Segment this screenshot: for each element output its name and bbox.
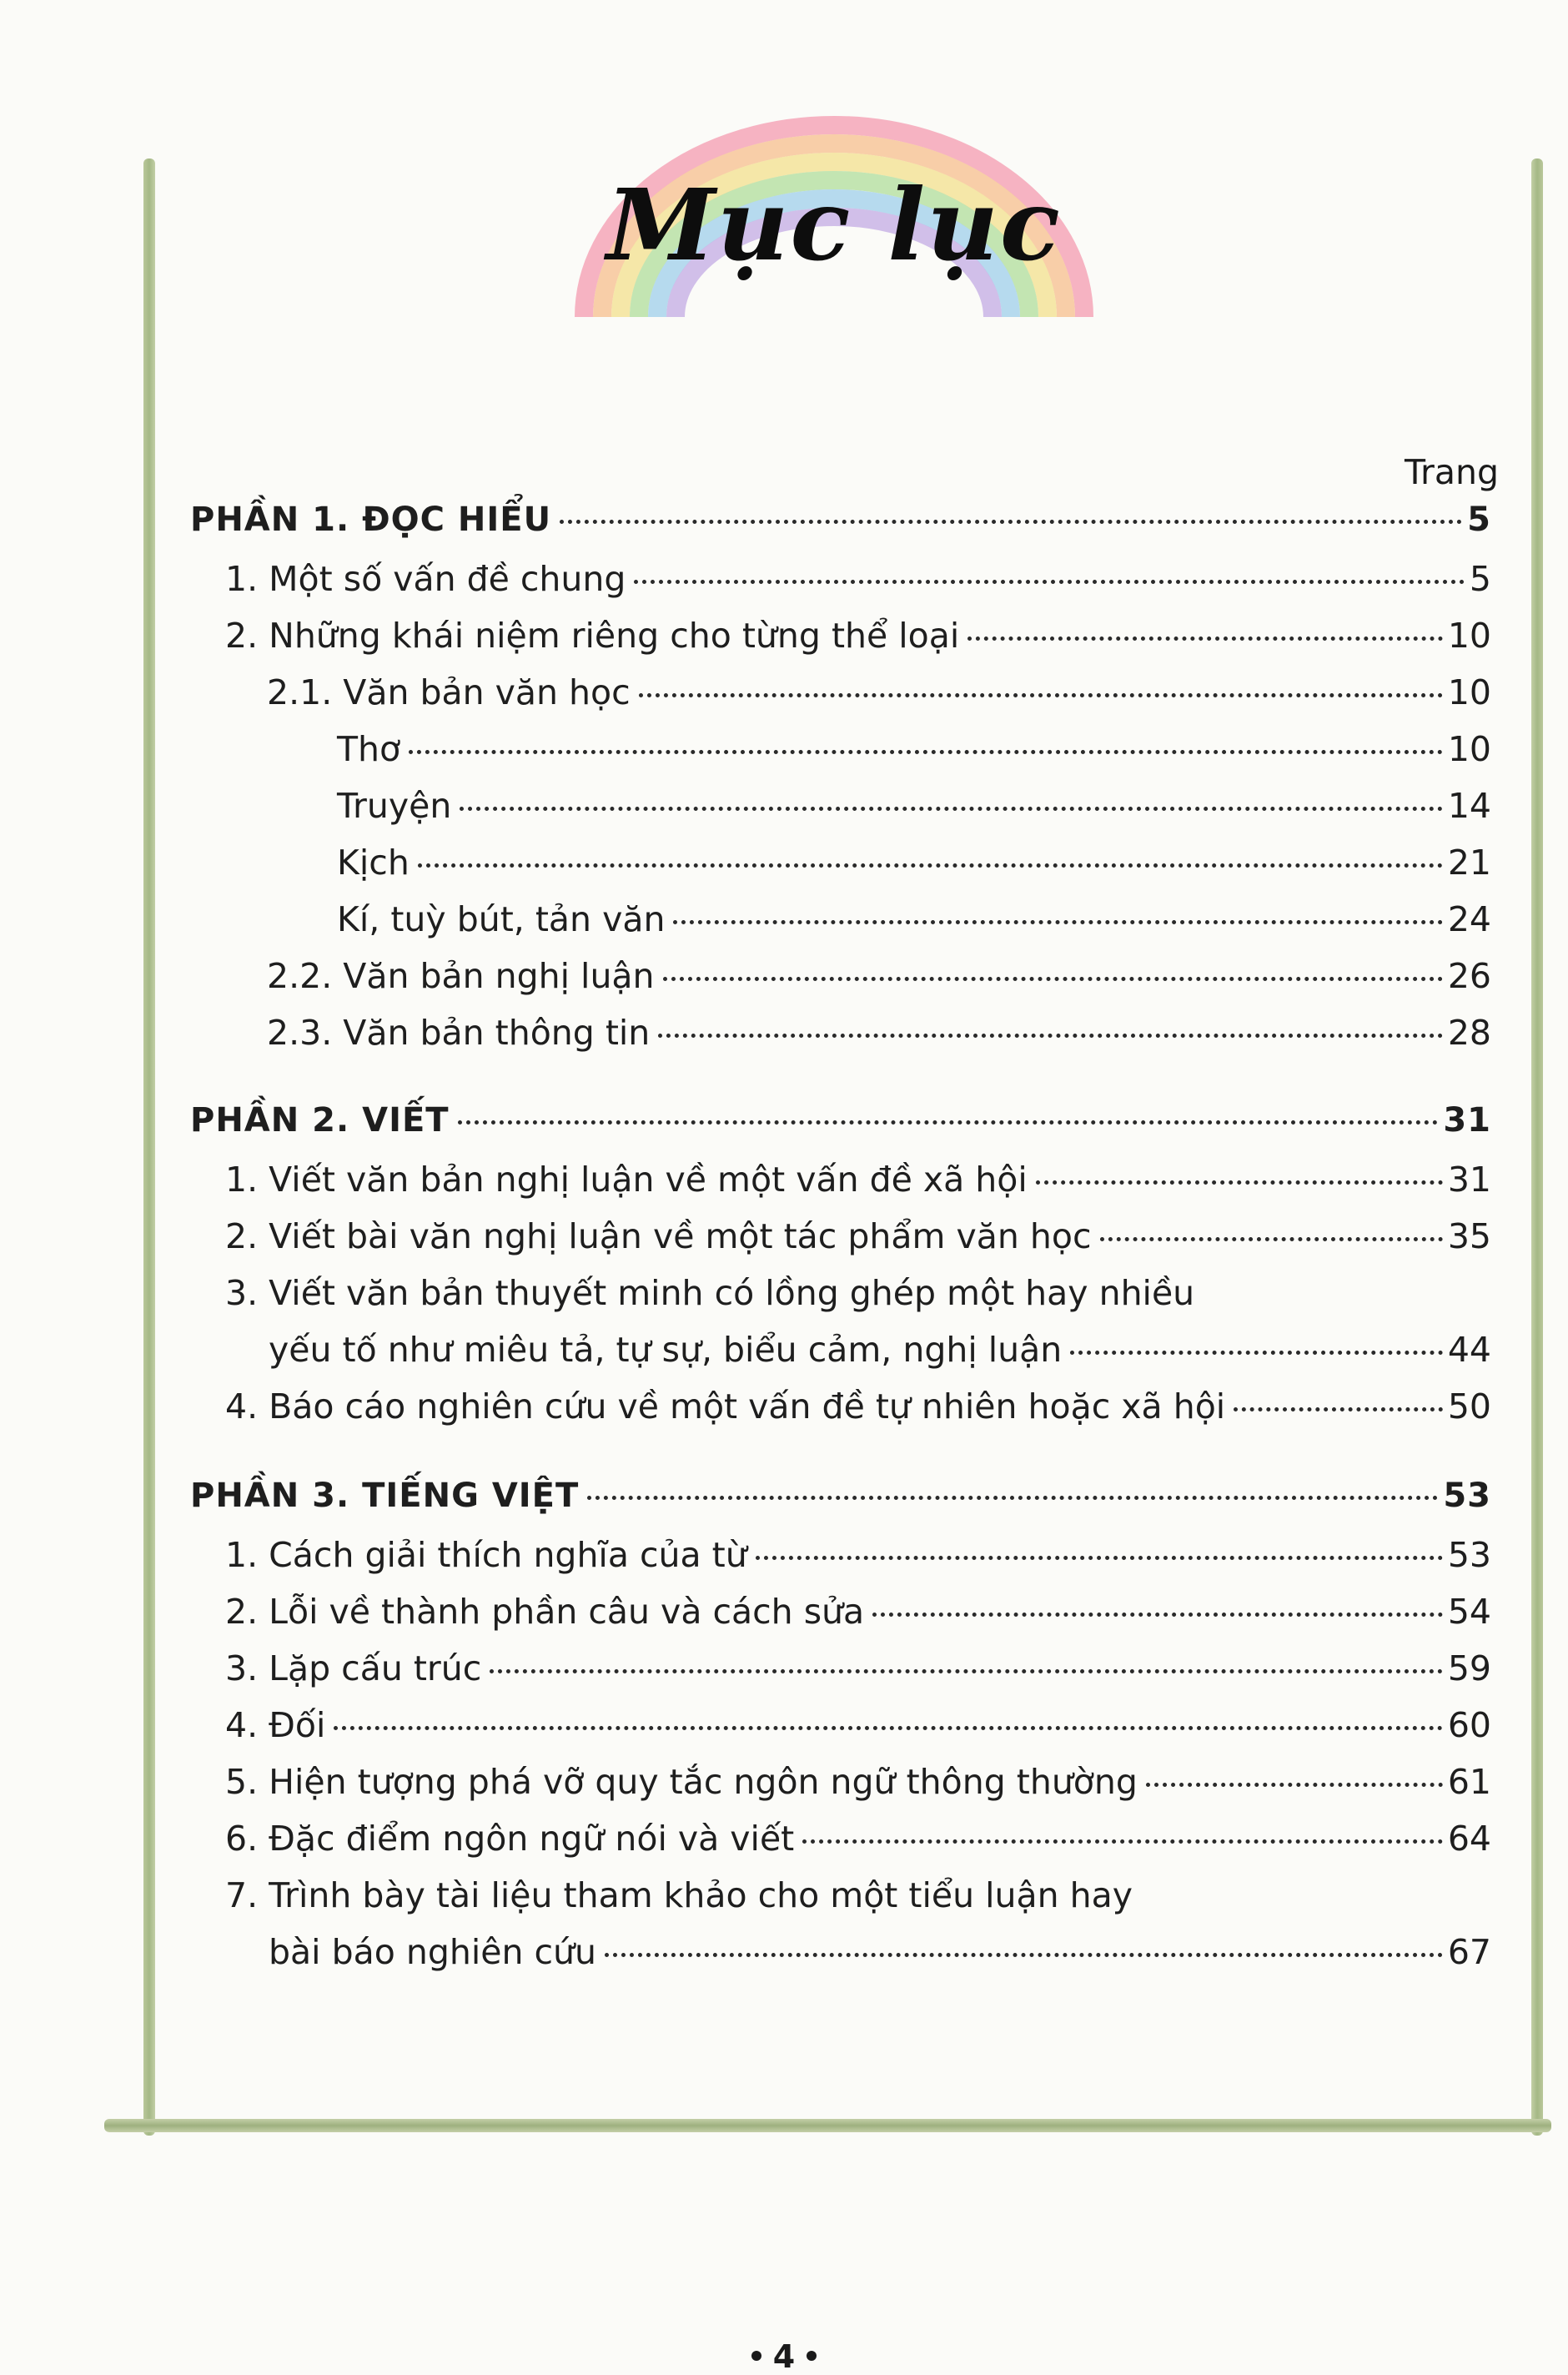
entry-page: 54 bbox=[1447, 1592, 1491, 1632]
entry-title: 2.3. Văn bản thông tin bbox=[267, 1013, 651, 1053]
entry-page: 31 bbox=[1447, 1160, 1491, 1200]
entry-page: 14 bbox=[1447, 786, 1491, 826]
entry-title: 1. Viết văn bản nghị luận về một vấn đề xã hội bbox=[225, 1160, 1028, 1200]
toc-entry[interactable] bbox=[225, 1535, 1491, 1592]
section-title: PHẦN 3. TIẾNG VIỆT bbox=[190, 1477, 580, 1515]
section-page: 5 bbox=[1467, 501, 1491, 539]
dot-leader bbox=[587, 1496, 1438, 1500]
toc-section[interactable] bbox=[190, 1101, 1491, 1158]
entry-title: 4. Đối bbox=[225, 1705, 326, 1745]
dot-leader bbox=[756, 1556, 1443, 1560]
dot-leader bbox=[634, 580, 1464, 584]
entry-page: 61 bbox=[1447, 1762, 1491, 1802]
section-page: 31 bbox=[1443, 1101, 1491, 1140]
dot-leader bbox=[639, 693, 1443, 697]
entry-page: 10 bbox=[1447, 616, 1491, 656]
entry-page: 64 bbox=[1447, 1819, 1491, 1859]
section-title: PHẦN 1. ĐỌC HIỂU bbox=[190, 501, 552, 539]
entry-title-continued: yếu tố như miêu tả, tự sự, biểu cảm, nghị luận bbox=[269, 1330, 1063, 1370]
entry-title: 3. Lặp cấu trúc bbox=[225, 1648, 482, 1688]
section-title: PHẦN 2. VIẾT bbox=[190, 1101, 450, 1140]
entry-title[interactable]: 3. Viết văn bản thuyết minh có lồng ghép một hay nhiều bbox=[225, 1273, 1195, 1313]
frame-bottom-border bbox=[104, 2119, 1551, 2132]
page-title: Mục lục bbox=[606, 167, 1062, 283]
entry-page: 50 bbox=[1447, 1386, 1491, 1427]
entry-title: Truyện bbox=[337, 786, 452, 826]
toc-entry[interactable] bbox=[225, 1386, 1491, 1443]
entry-page: 67 bbox=[1447, 1932, 1491, 1972]
entry-title: 6. Đặc điểm ngôn ngữ nói và viết bbox=[225, 1819, 795, 1859]
entry-title: Kịch bbox=[337, 843, 410, 883]
toc-entry[interactable] bbox=[225, 1705, 1491, 1762]
entry-page: 60 bbox=[1447, 1705, 1491, 1745]
entry-title: 2.1. Văn bản văn học bbox=[267, 672, 631, 712]
dot-leader bbox=[1234, 1407, 1443, 1411]
toc-entry[interactable] bbox=[337, 843, 1491, 899]
toc-section[interactable] bbox=[190, 501, 1491, 557]
dot-leader bbox=[1036, 1180, 1443, 1185]
toc-entry[interactable] bbox=[225, 1592, 1491, 1648]
section-page: 53 bbox=[1443, 1477, 1491, 1515]
toc-entry[interactable] bbox=[337, 729, 1491, 786]
entry-title: 2. Lỗi về thành phần câu và cách sửa bbox=[225, 1592, 865, 1632]
dot-leader bbox=[1070, 1351, 1443, 1355]
entry-title: Kí, tuỳ bút, tản văn bbox=[337, 899, 666, 939]
dot-leader bbox=[605, 1953, 1443, 1957]
entry-page: 53 bbox=[1447, 1535, 1491, 1575]
frame-right-border bbox=[1531, 159, 1543, 2136]
entry-title: 2. Viết bài văn nghị luận về một tác phẩm văn học bbox=[225, 1216, 1092, 1256]
toc-entry[interactable] bbox=[225, 1216, 1491, 1273]
toc-entry[interactable] bbox=[225, 1160, 1491, 1216]
toc-section[interactable] bbox=[190, 1477, 1491, 1533]
dot-leader bbox=[560, 520, 1462, 524]
entry-page: 24 bbox=[1447, 899, 1491, 939]
entry-title[interactable]: 7. Trình bày tài liệu tham khảo cho một tiểu luận hay bbox=[225, 1875, 1133, 1915]
toc-entry[interactable] bbox=[267, 1013, 1491, 1069]
toc-entry[interactable] bbox=[337, 786, 1491, 843]
dot-leader bbox=[872, 1613, 1443, 1617]
entry-page: 59 bbox=[1447, 1648, 1491, 1688]
toc-entry[interactable] bbox=[225, 559, 1491, 616]
entry-page: 21 bbox=[1447, 843, 1491, 883]
dot-leader bbox=[1100, 1237, 1443, 1241]
entry-title: 5. Hiện tượng phá vỡ quy tắc ngôn ngữ thông thường bbox=[225, 1762, 1138, 1802]
entry-title: 4. Báo cáo nghiên cứu về một vấn đề tự nhiên hoặc xã hội bbox=[225, 1386, 1226, 1427]
title-banner bbox=[534, 108, 1134, 325]
entry-page: 44 bbox=[1447, 1330, 1491, 1370]
entry-page: 10 bbox=[1447, 672, 1491, 712]
page-column-header: Trang bbox=[1405, 452, 1500, 492]
entry-page: 26 bbox=[1447, 956, 1491, 996]
frame-left-border bbox=[143, 159, 155, 2136]
toc-entry[interactable] bbox=[225, 616, 1491, 672]
toc-entry[interactable] bbox=[269, 1330, 1491, 1386]
dot-leader bbox=[458, 1120, 1439, 1125]
dot-leader bbox=[802, 1839, 1443, 1844]
entry-title: 2. Những khái niệm riêng cho từng thể loại bbox=[225, 616, 960, 656]
page-number-value: 4 bbox=[772, 2338, 796, 2375]
entry-title-continued: bài báo nghiên cứu bbox=[269, 1932, 596, 1972]
entry-page: 28 bbox=[1447, 1013, 1491, 1053]
toc-entry[interactable] bbox=[269, 1932, 1491, 1989]
entry-title: 2.2. Văn bản nghị luận bbox=[267, 956, 655, 996]
toc-entry[interactable] bbox=[225, 1648, 1491, 1705]
entry-page: 35 bbox=[1447, 1216, 1491, 1256]
entry-page: 5 bbox=[1469, 559, 1491, 599]
dot-leader bbox=[418, 863, 1443, 868]
dot-leader bbox=[334, 1726, 1442, 1730]
dot-leader bbox=[409, 750, 1443, 754]
entry-title: 1. Cách giải thích nghĩa của từ bbox=[225, 1535, 747, 1575]
page-number bbox=[0, 2338, 1568, 2375]
toc-entry[interactable] bbox=[225, 1762, 1491, 1819]
entry-title: Thơ bbox=[337, 729, 401, 769]
dot-leader bbox=[658, 1034, 1443, 1038]
dot-leader bbox=[967, 637, 1443, 641]
dot-leader bbox=[673, 920, 1442, 924]
toc-entry[interactable] bbox=[337, 899, 1491, 956]
bullet-icon bbox=[807, 2351, 817, 2361]
toc-entry[interactable] bbox=[225, 1819, 1491, 1875]
dot-leader bbox=[1146, 1783, 1443, 1787]
toc-entry[interactable] bbox=[267, 956, 1491, 1013]
bullet-icon bbox=[751, 2351, 761, 2361]
dot-leader bbox=[490, 1669, 1443, 1673]
dot-leader bbox=[663, 977, 1443, 981]
entry-title: 1. Một số vấn đề chung bbox=[225, 559, 626, 599]
entry-page: 10 bbox=[1447, 729, 1491, 769]
dot-leader bbox=[460, 807, 1442, 811]
toc-entry[interactable] bbox=[267, 672, 1491, 729]
